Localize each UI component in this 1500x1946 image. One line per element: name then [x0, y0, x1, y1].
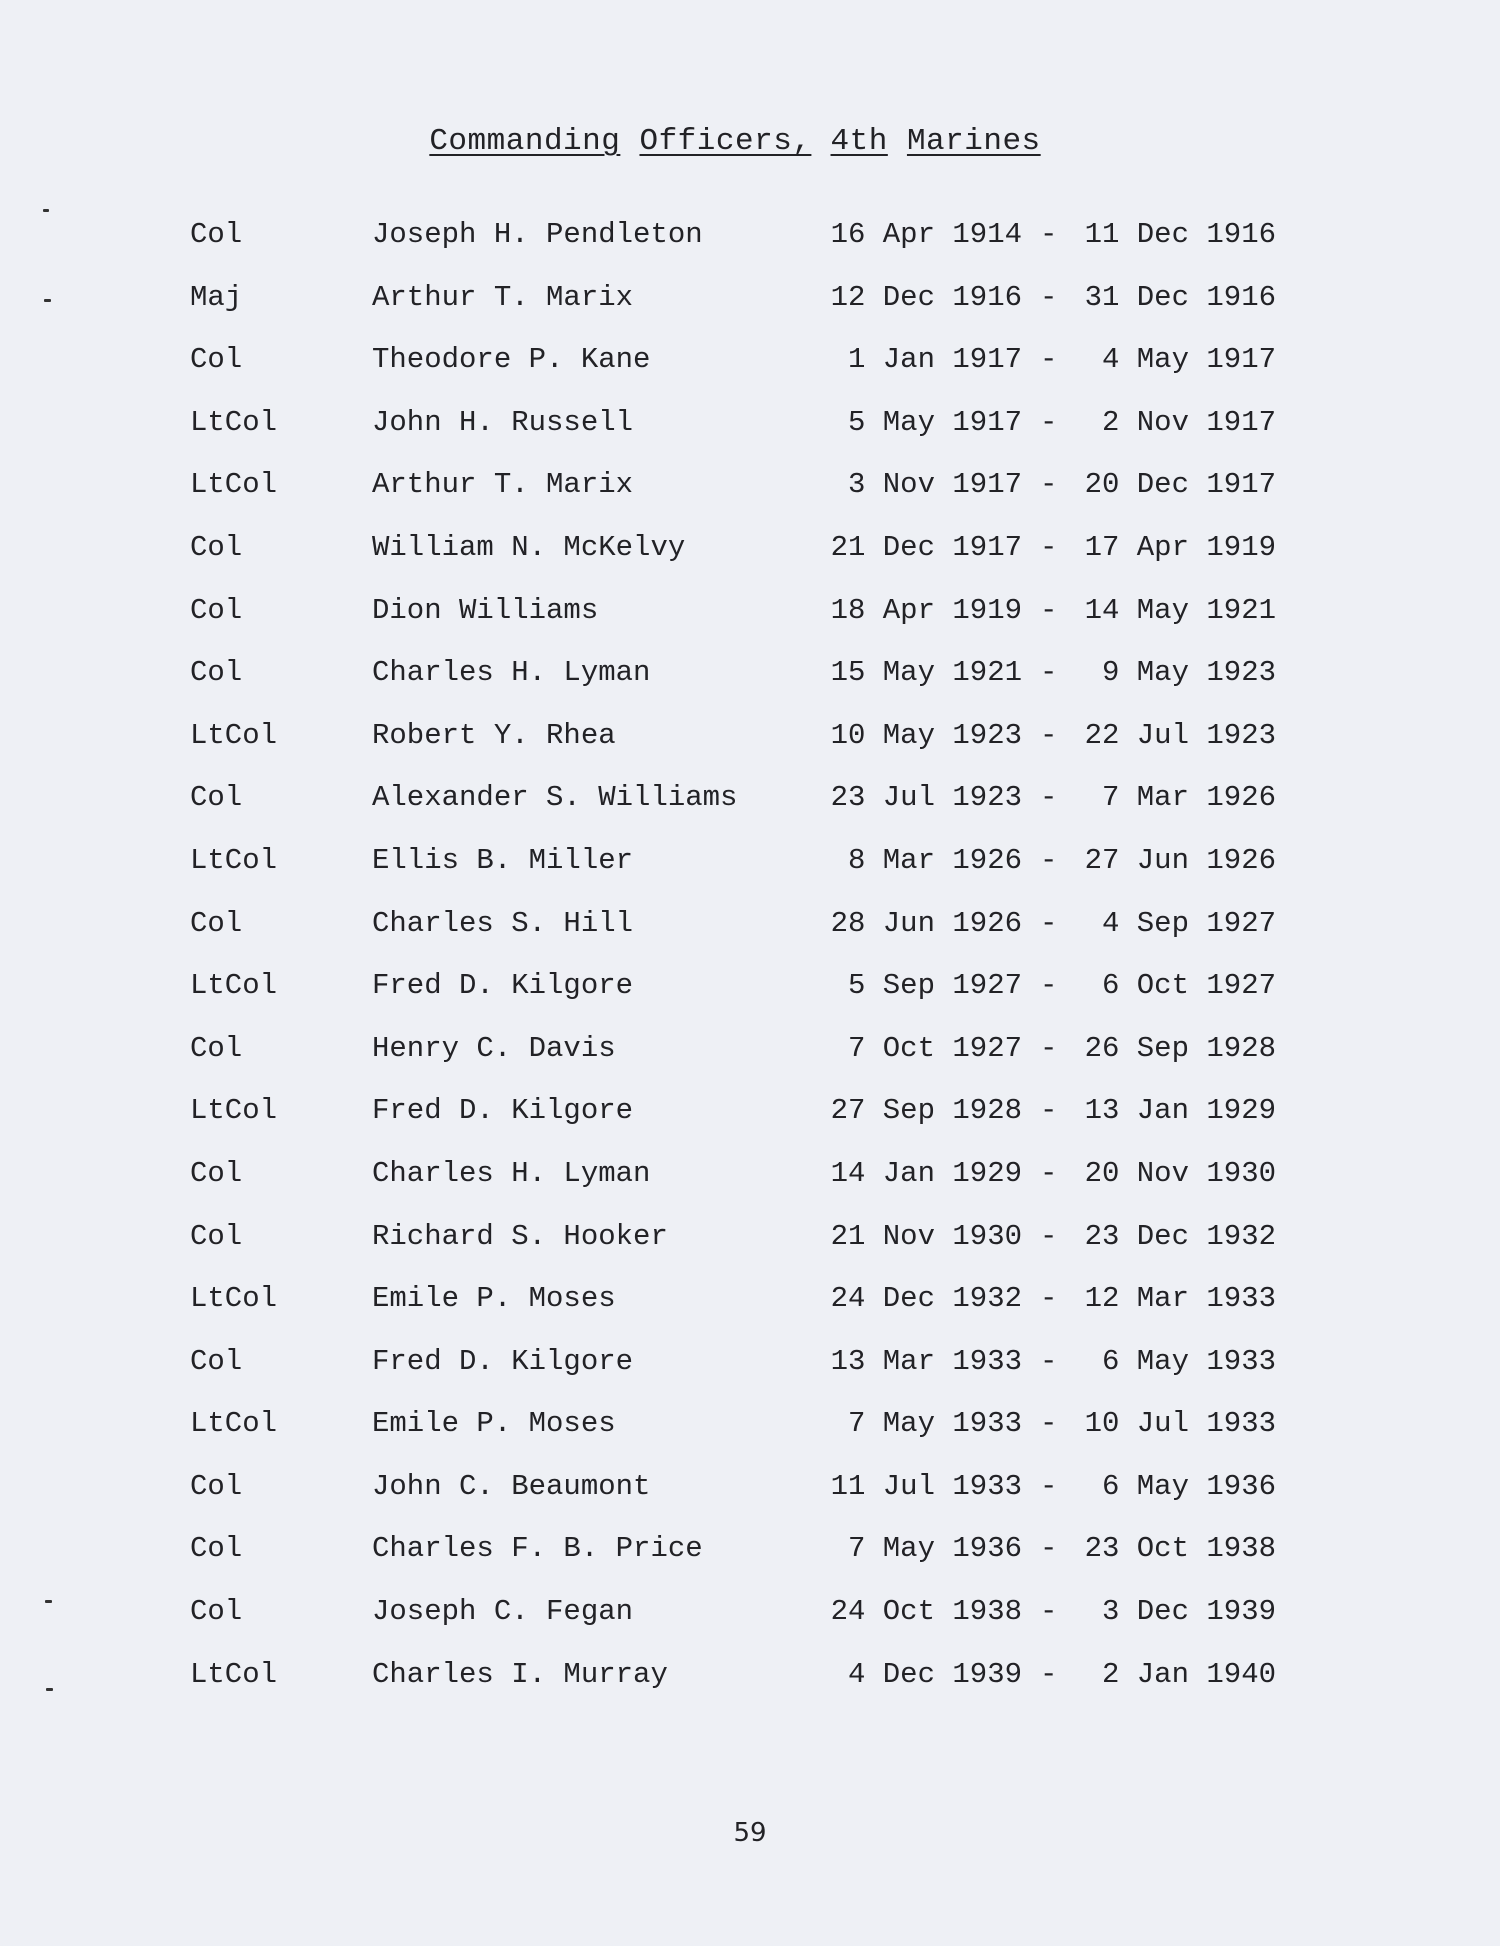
date-range-dash: -	[1040, 718, 1058, 752]
officer-name: Fred D. Kilgore	[372, 1344, 634, 1378]
tenure-start-date: 16 Apr 1914	[830, 218, 1022, 251]
officer-name: Charles I. Murray	[372, 1657, 668, 1691]
tenure-end-date: 4 May 1917	[1101, 343, 1276, 377]
tenure-start-date: 11 Jul 1933	[830, 1469, 1022, 1503]
tenure-start-date: 21 Dec 1917	[830, 530, 1022, 564]
title-word: Officers,	[639, 124, 812, 159]
officer-name: Charles S. Hill	[372, 906, 634, 940]
officer-row	[0, 844, 1500, 907]
tenure-start-date: 27 Sep 1928	[830, 1094, 1022, 1128]
date-range-dash: -	[1040, 781, 1058, 815]
tenure-start-date: 7 Oct 1927	[847, 1031, 1022, 1065]
officer-name: Robert Y. Rhea	[372, 718, 616, 752]
tenure-start-date: 14 Jan 1929	[830, 1156, 1022, 1190]
officer-row	[0, 1220, 1500, 1283]
officer-rank: Col	[190, 656, 243, 690]
officer-row	[0, 1282, 1500, 1345]
officer-row	[0, 281, 1500, 344]
tenure-end-date: 23 Oct 1938	[1084, 1532, 1276, 1566]
officer-row	[0, 1470, 1500, 1533]
tenure-end-date: 12 Mar 1933	[1084, 1282, 1276, 1316]
tenure-start-date: 7 May 1936	[847, 1532, 1022, 1566]
tenure-end-date: 3 Dec 1939	[1101, 1595, 1276, 1629]
officers-list	[0, 218, 1500, 1720]
officer-name: Arthur T. Marix	[372, 280, 634, 314]
officer-rank: Col	[190, 343, 243, 377]
date-range-dash: -	[1040, 906, 1058, 940]
officer-rank: Col	[190, 593, 243, 627]
officer-row	[0, 1532, 1500, 1595]
officer-row	[0, 218, 1500, 281]
scan-speck	[45, 1600, 52, 1603]
officer-rank: Col	[190, 218, 243, 251]
date-range-dash: -	[1040, 593, 1058, 627]
officer-rank: Col	[190, 906, 243, 940]
title-word: Commanding	[429, 124, 621, 159]
tenure-end-date: 13 Jan 1929	[1084, 1094, 1276, 1128]
officer-name: Fred D. Kilgore	[372, 1094, 634, 1128]
tenure-start-date: 3 Nov 1917	[847, 468, 1022, 502]
date-range-dash: -	[1040, 280, 1058, 314]
tenure-end-date: 20 Nov 1930	[1084, 1156, 1276, 1190]
tenure-end-date: 26 Sep 1928	[1084, 1031, 1276, 1065]
officer-row	[0, 406, 1500, 469]
tenure-start-date: 7 May 1933	[847, 1407, 1022, 1441]
officer-row	[0, 1157, 1500, 1220]
tenure-start-date: 15 May 1921	[830, 656, 1022, 690]
officer-row	[0, 1345, 1500, 1408]
officer-row	[0, 1658, 1500, 1721]
officer-rank: Col	[190, 781, 243, 815]
date-range-dash: -	[1040, 1657, 1058, 1691]
officer-name: John C. Beaumont	[372, 1469, 651, 1503]
officer-rank: Maj	[190, 280, 243, 314]
officer-rank: LtCol	[190, 1282, 278, 1316]
date-range-dash: -	[1040, 405, 1058, 439]
tenure-end-date: 27 Jun 1926	[1084, 843, 1276, 877]
officer-name: Charles H. Lyman	[372, 656, 651, 690]
tenure-end-date: 14 May 1921	[1084, 593, 1276, 627]
officer-name: Emile P. Moses	[372, 1407, 616, 1441]
tenure-start-date: 13 Mar 1933	[830, 1344, 1022, 1378]
tenure-end-date: 9 May 1923	[1101, 656, 1276, 690]
date-range-dash: -	[1040, 1094, 1058, 1128]
tenure-end-date: 6 May 1933	[1101, 1344, 1276, 1378]
officer-rank: Col	[190, 1532, 243, 1566]
officer-row	[0, 1032, 1500, 1095]
tenure-start-date: 1 Jan 1917	[847, 343, 1022, 377]
date-range-dash: -	[1040, 1469, 1058, 1503]
officer-name: William N. McKelvy	[372, 530, 686, 564]
officer-row	[0, 719, 1500, 782]
tenure-end-date: 31 Dec 1916	[1084, 280, 1276, 314]
date-range-dash: -	[1040, 843, 1058, 877]
officer-row	[0, 1094, 1500, 1157]
officer-rank: Col	[190, 1031, 243, 1065]
date-range-dash: -	[1040, 468, 1058, 502]
officer-name: Ellis B. Miller	[372, 843, 634, 877]
date-range-dash: -	[1040, 1344, 1058, 1378]
tenure-end-date: 4 Sep 1927	[1101, 906, 1276, 940]
date-range-dash: -	[1040, 1031, 1058, 1065]
page-title	[0, 124, 1470, 159]
tenure-start-date: 5 Sep 1927	[847, 969, 1022, 1003]
tenure-start-date: 24 Dec 1932	[830, 1282, 1022, 1316]
officer-row	[0, 781, 1500, 844]
officer-name: Joseph C. Fegan	[372, 1595, 634, 1629]
date-range-dash: -	[1040, 1156, 1058, 1190]
tenure-end-date: 2 Nov 1917	[1101, 405, 1276, 439]
officer-rank: Col	[190, 530, 243, 564]
officer-name: Theodore P. Kane	[372, 343, 651, 377]
page-number: 59	[733, 1818, 767, 1848]
date-range-dash: -	[1040, 530, 1058, 564]
tenure-start-date: 10 May 1923	[830, 718, 1022, 752]
tenure-end-date: 17 Apr 1919	[1084, 530, 1276, 564]
officer-row	[0, 907, 1500, 970]
officer-name: Charles F. B. Price	[372, 1532, 703, 1566]
officer-row	[0, 1595, 1500, 1658]
tenure-end-date: 6 May 1936	[1101, 1469, 1276, 1503]
tenure-end-date: 7 Mar 1926	[1101, 781, 1276, 815]
date-range-dash: -	[1040, 1595, 1058, 1629]
officer-name: Arthur T. Marix	[372, 468, 634, 502]
tenure-end-date: 6 Oct 1927	[1101, 969, 1276, 1003]
date-range-dash: -	[1040, 1532, 1058, 1566]
officer-rank: LtCol	[190, 843, 278, 877]
officer-name: Richard S. Hooker	[372, 1219, 668, 1253]
tenure-start-date: 4 Dec 1939	[847, 1657, 1022, 1691]
officer-rank: LtCol	[190, 718, 278, 752]
officer-row	[0, 1407, 1500, 1470]
officer-rank: LtCol	[190, 1094, 278, 1128]
officer-rank: LtCol	[190, 1407, 278, 1441]
officer-row	[0, 969, 1500, 1032]
officer-rank: Col	[190, 1344, 243, 1378]
tenure-end-date: 23 Dec 1932	[1084, 1219, 1276, 1253]
tenure-end-date: 20 Dec 1917	[1084, 468, 1276, 502]
date-range-dash: -	[1040, 656, 1058, 690]
officer-name: Henry C. Davis	[372, 1031, 616, 1065]
tenure-start-date: 12 Dec 1916	[830, 280, 1022, 314]
officer-row	[0, 468, 1500, 531]
title-word: Marines	[906, 124, 1041, 159]
officer-name: Charles H. Lyman	[372, 1156, 651, 1190]
date-range-dash: -	[1040, 218, 1058, 251]
scan-speck	[46, 1688, 53, 1691]
officer-rank: LtCol	[190, 405, 278, 439]
tenure-end-date: 11 Dec 1916	[1084, 218, 1276, 251]
tenure-start-date: 5 May 1917	[847, 405, 1022, 439]
officer-row	[0, 531, 1500, 594]
officer-rank: LtCol	[190, 1657, 278, 1691]
scan-speck	[43, 209, 49, 212]
tenure-start-date: 21 Nov 1930	[830, 1219, 1022, 1253]
officer-rank: LtCol	[190, 969, 278, 1003]
date-range-dash: -	[1040, 1282, 1058, 1316]
title-word: 4th	[830, 124, 888, 159]
officer-name: Fred D. Kilgore	[372, 969, 634, 1003]
tenure-start-date: 18 Apr 1919	[830, 593, 1022, 627]
officer-row	[0, 343, 1500, 406]
tenure-start-date: 28 Jun 1926	[830, 906, 1022, 940]
tenure-start-date: 23 Jul 1923	[830, 781, 1022, 815]
officer-rank: Col	[190, 1469, 243, 1503]
officer-rank: LtCol	[190, 468, 278, 502]
officer-name: John H. Russell	[372, 405, 634, 439]
officer-rank: Col	[190, 1219, 243, 1253]
officer-name: Alexander S. Williams	[372, 781, 738, 815]
date-range-dash: -	[1040, 1407, 1058, 1441]
officer-name: Dion Williams	[372, 593, 599, 627]
scan-speck	[44, 299, 51, 302]
tenure-start-date: 24 Oct 1938	[830, 1595, 1022, 1629]
date-range-dash: -	[1040, 343, 1058, 377]
officer-row	[0, 594, 1500, 657]
tenure-start-date: 8 Mar 1926	[847, 843, 1022, 877]
date-range-dash: -	[1040, 1219, 1058, 1253]
officer-name: Emile P. Moses	[372, 1282, 616, 1316]
officer-rank: Col	[190, 1156, 243, 1190]
date-range-dash: -	[1040, 969, 1058, 1003]
officer-rank: Col	[190, 1595, 243, 1629]
tenure-end-date: 2 Jan 1940	[1101, 1657, 1276, 1691]
tenure-end-date: 10 Jul 1933	[1084, 1407, 1276, 1441]
tenure-end-date: 22 Jul 1923	[1084, 718, 1276, 752]
officer-name: Joseph H. Pendleton	[372, 218, 703, 251]
officer-row	[0, 656, 1500, 719]
